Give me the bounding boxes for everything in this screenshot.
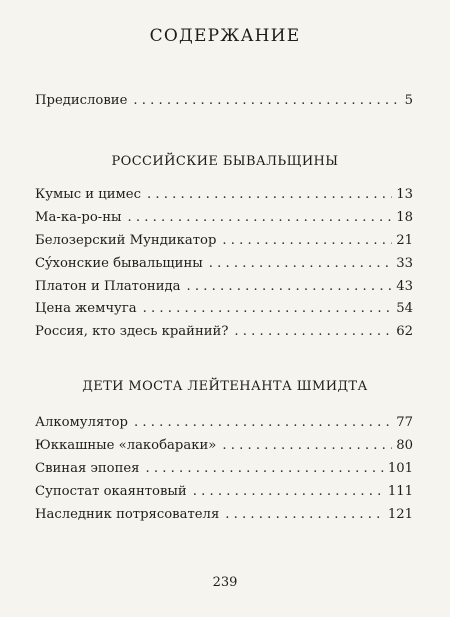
entry-page: 33 — [396, 256, 413, 271]
leader-dots — [193, 483, 384, 501]
entry-page: 43 — [396, 279, 413, 294]
toc-entry — [35, 437, 413, 455]
entry-title: Цена жемчуга — [35, 301, 137, 316]
entry-page: 80 — [396, 438, 413, 453]
toc-title: СОДЕРЖАНИЕ — [149, 26, 301, 46]
toc-entry — [35, 506, 413, 524]
entry-page: 54 — [396, 301, 413, 316]
leader-dots — [128, 209, 393, 227]
toc-entry — [35, 278, 413, 296]
entry-title: Предисловие — [35, 93, 128, 108]
leader-dots — [133, 92, 400, 110]
entry-title: Кумыс и цимес — [35, 187, 141, 202]
entry-title: Наследник потрясователя — [35, 507, 220, 522]
section-title: РОССИЙСКИЕ БЫВАЛЬЩИНЫ — [111, 154, 339, 169]
toc-entry — [35, 414, 413, 432]
section-title: ДЕТИ МОСТА ЛЕЙТЕНАНТА ШМИДТА — [82, 379, 368, 394]
leader-dots — [134, 414, 392, 432]
entry-page: 18 — [396, 210, 413, 225]
leader-dots — [143, 300, 393, 318]
entry-page: 62 — [396, 324, 413, 339]
entry-page: 111 — [387, 484, 413, 499]
toc-entry — [35, 483, 413, 501]
toc-entry — [35, 255, 413, 273]
leader-dots — [225, 506, 384, 524]
toc-entry — [35, 460, 413, 478]
entry-title: Супостат окаянтовый — [35, 484, 187, 499]
leader-dots — [209, 255, 392, 273]
entry-page: 21 — [396, 233, 413, 248]
toc-entry — [35, 209, 413, 227]
entry-page: 121 — [387, 507, 413, 522]
leader-dots — [147, 186, 392, 204]
leader-dots — [146, 460, 384, 478]
entry-page: 77 — [396, 415, 413, 430]
entry-title: Платон и Платонида — [35, 279, 181, 294]
entry-page: 5 — [404, 93, 413, 108]
entry-title: Сýхонские бывальщины — [35, 256, 203, 271]
entry-title: Ма-ка-ро-ны — [35, 210, 122, 225]
leader-dots — [186, 278, 392, 296]
toc-entry — [35, 232, 413, 250]
entry-title: Юккашные «лакобараки» — [35, 438, 217, 453]
entry-page: 101 — [387, 461, 413, 476]
toc-entry — [35, 323, 413, 341]
toc-entry-preface — [35, 92, 413, 110]
entry-title: Алкомулятор — [35, 415, 128, 430]
entry-title: Россия, кто здесь крайний? — [35, 324, 229, 339]
entry-title: Свиная эпопея — [35, 461, 140, 476]
entry-page: 13 — [396, 187, 413, 202]
leader-dots — [234, 323, 392, 341]
leader-dots — [222, 232, 392, 250]
page-number: 239 — [212, 575, 238, 590]
toc-entry — [35, 186, 413, 204]
toc-entry — [35, 300, 413, 318]
leader-dots — [222, 437, 392, 455]
entry-title: Белозерский Мундикатор — [35, 233, 217, 248]
